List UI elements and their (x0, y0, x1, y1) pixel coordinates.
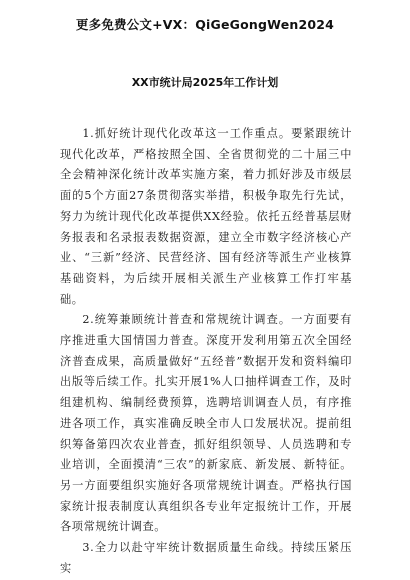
document-title: XX市统计局2025年工作计划 (131, 76, 279, 89)
paragraph-2: 2.统筹兼顾统计普查和常规统计调查。一方面要有序推进重大国情国力普查。深度开发利用第五次全国经济普查成果，高质量做好“五经普”数据开发和资料编印出版等后续工作。扎实开展1%人口抽样调查工作，及时组建机构、编制经费预算，选聘培训调查人员，有序推进各项工作，真实准确反映全市人口发展状况。提前组织筹备第四次农业普查，抓好组织领导、人员选聘和专业培训，全面摸清“三农”的新家底、新发展、新特征。另一方面要组织实施好各项常规统计调查。严格执行国家统计报表制度认真组织各专业年定报统计工作，开展各项常规统计调查。 (60, 313, 352, 534)
paragraph-3: 3.全力以赴守牢统计数据质量生命线。持续压紧压实 (60, 541, 352, 575)
document-body (60, 124, 352, 579)
paragraph-1: 1.抓好统计现代化改革这一工作重点。要紧跟统计现代化改革，严格按照全国、全省贯彻党的二十届三中全会精神深化统计改革实施方案，着力抓好涉及市级层面的5个方面27条贯彻落实举措，积极争取先行先试，努力为统计现代化改革提供XX经验。依托五经普基层财务报表和名录报表数据资源，建立全市数字经济核心产业、“三新”经济、民营经济、国有经济等派生产业核算基础资料，为后续开展相关派生产业核算工作打牢基础。 (60, 127, 352, 306)
promo-header-note: 更多免费公文+VX：QiGeGongWen2024 (75, 17, 335, 32)
